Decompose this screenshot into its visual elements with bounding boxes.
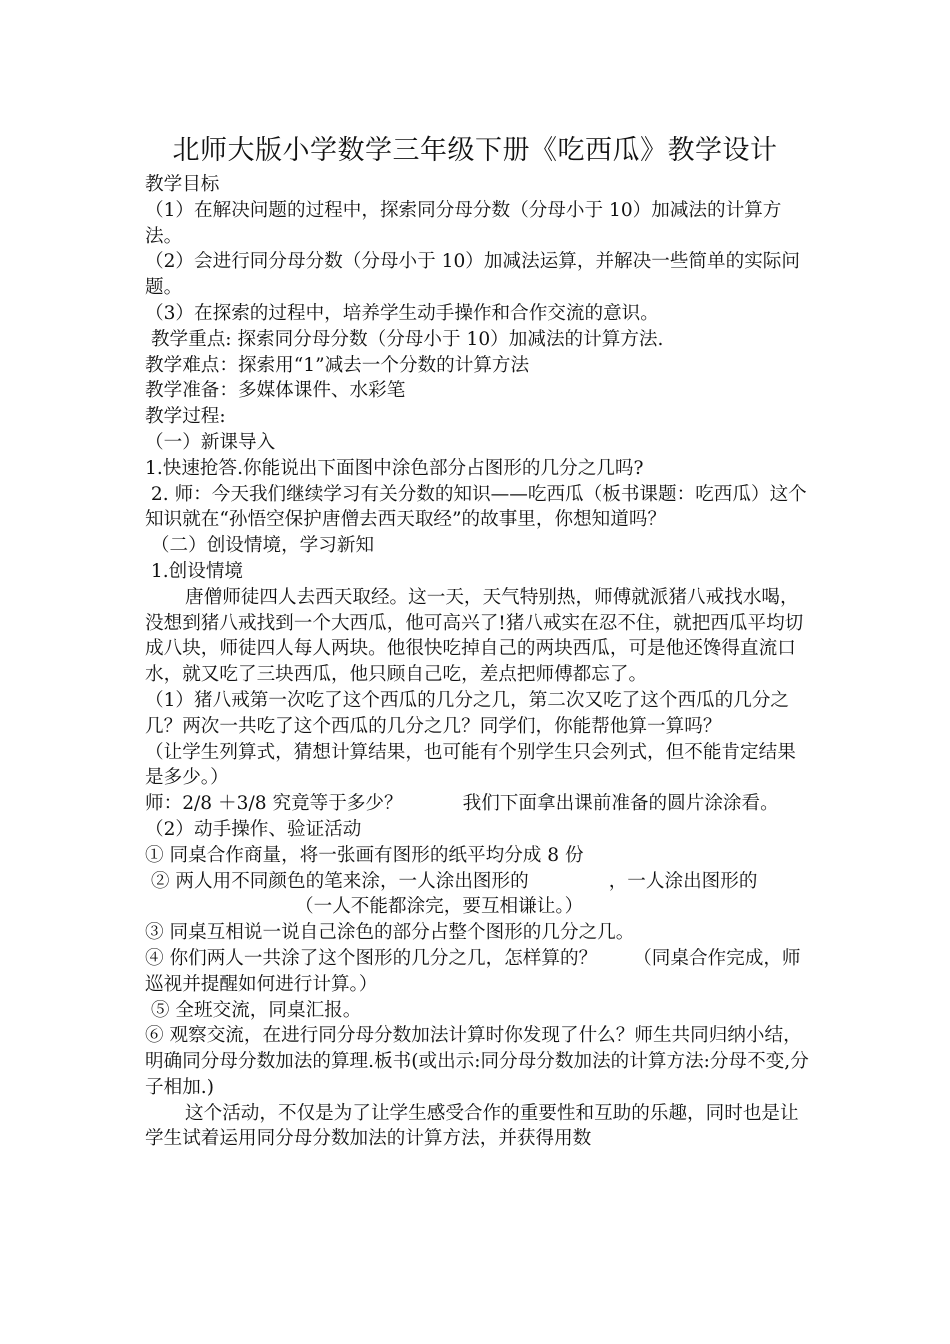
step-3: ③ 同桌互相说一说自己涂色的部分占整个图形的几分之几。 xyxy=(145,922,635,944)
step-2-part-b: ，一人涂出图形的 xyxy=(608,870,758,892)
goal-1: （1）在解决问题的过程中，探索同分母分数（分母小于 10）加减法的计算方法。 xyxy=(145,199,782,247)
step-4 xyxy=(145,946,810,998)
question-1: （1）猪八戒第一次吃了这个西瓜的几分之几，第二次又吃了这个西瓜的几分之几？两次一共吃了这个西瓜的几分之几？同学们，你能帮他算一算吗？ xyxy=(145,689,790,737)
preparation: 教学准备：多媒体课件、水彩笔 xyxy=(145,380,406,402)
step-4-note: （同桌合作完成，师巡视并提醒如何进行计算。） xyxy=(145,947,801,995)
story-paragraph: 唐僧师徒四人去西天取经。这一天，天气特别热，师傅就派猪八戒找水喝，没想到猪八戒找到一个大西瓜，他可高兴了!猪八戒实在忍不住，就把西瓜平均切成八块，师徒四人每人两块。他很快吃掉自己的两块西瓜，可是他还馋得直流口水，就又吃了三块西瓜，他只顾自己吃，差点把师傅都忘了。 xyxy=(145,586,804,686)
teacher-question xyxy=(145,791,810,817)
student-note: （让学生列算式，猜想计算结果，也可能有个别学生只会列式，但不能肯定结果是多少。） xyxy=(145,741,796,789)
quick-answer: 1.快速抢答.你能说出下面图中涂色部分占图形的几分之几吗? xyxy=(145,457,644,479)
teacher-question-text: 师：2/8 ＋3/8 究竟等于多少？ xyxy=(145,793,403,815)
difficulty: 教学难点：探索用“1”减去一个分数的计算方法 xyxy=(145,354,530,376)
part-2-heading: （二）创设情境，学习新知 xyxy=(145,535,375,557)
step-2-part-c: （一人不能都涂完，要互相谦让。） xyxy=(295,896,584,918)
step-5: ⑤ 全班交流，同桌汇报。 xyxy=(145,999,362,1021)
section-heading-goals: 教学目标 xyxy=(145,174,220,195)
goal-3: （3）在探索的过程中，培养学生动手操作和合作交流的意识。 xyxy=(145,302,659,324)
section-heading-process: 教学过程: xyxy=(145,406,226,428)
step-2 xyxy=(145,869,810,921)
document-title: 北师大版小学数学三年级下册《吃西瓜》教学设计 xyxy=(172,135,778,166)
part-1-heading: （一）新课导入 xyxy=(145,431,276,453)
step-1: ① 同桌合作商量，将一张画有图形的纸平均分成 8 份 xyxy=(145,844,584,866)
document-body xyxy=(145,172,810,1152)
step-4-text: ④ 你们两人一共涂了这个图形的几分之几，怎样算的？ xyxy=(145,947,598,969)
activity-heading: （2）动手操作、验证活动 xyxy=(145,818,362,840)
step-2-part-a: ② 两人用不同颜色的笔来涂，一人涂出图形的 xyxy=(145,870,529,892)
teacher-question-followup: 我们下面拿出课前准备的圆片涂涂看。 xyxy=(462,793,779,815)
closing-paragraph: 这个活动，不仅是为了让学生感受合作的重要性和互助的乐趣，同时也是让学生试着运用同分母分数加法的计算方法，并获得用数 xyxy=(145,1102,799,1150)
step-6: ⑥ 观察交流，在进行同分母分数加法计算时你发现了什么？师生共同归纳小结，明确同分母分数加法的算理.板书(或出示:同分母分数加法的计算方法:分母不变,分子相加.) xyxy=(145,1025,809,1098)
subsection-scenario: 1.创设情境 xyxy=(145,560,244,582)
key-point: 教学重点: 探索同分母分数（分母小于 10）加减法的计算方法. xyxy=(145,328,664,350)
teacher-intro: 2. 师：今天我们继续学习有关分数的知识——吃西瓜（板书课题：吃西瓜）这个知识就在“孙悟空保护唐僧去西天取经”的故事里，你想知道吗？ xyxy=(145,483,807,531)
goal-2: （2）会进行同分母分数（分母小于 10）加减法运算，并解决一些简单的实际问题。 xyxy=(145,251,800,299)
